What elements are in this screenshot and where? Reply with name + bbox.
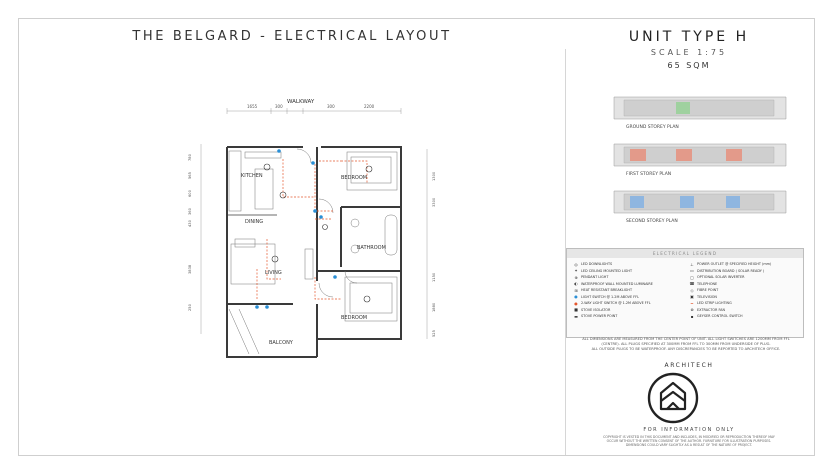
fibre-icon: ◇	[690, 287, 694, 293]
dim-left-1: 780	[188, 154, 192, 161]
pendant-icon: ⊕	[574, 274, 578, 280]
plan-thin-lines	[229, 149, 397, 354]
note-line-3: ALL OUTSIDE PLUGS TO BE WATERPROOF. ANY DISCREPANCIES TO BE REPORTED TO ARCHITECH OFFICE.	[591, 347, 781, 351]
floor-plan	[169, 99, 449, 359]
led-strip-icon: ━	[690, 300, 694, 306]
dim-left-3: 600	[188, 190, 192, 197]
room-bathroom: BATHROOM	[357, 245, 386, 251]
legend-label: WATERPROOF WALL MOUNTED LUMINAIRE	[581, 281, 653, 286]
dim-right-2: 3300	[432, 197, 436, 207]
legend-label: STOVE POWER POINT	[581, 314, 618, 319]
legend-label: LIGHT SWITCH @ 1.2M ABOVE FFL	[581, 294, 639, 299]
legend-label: HEAT RESISTANT BREAKLIGHT	[581, 288, 633, 293]
information-only-label: FOR INFORMATION ONLY	[643, 427, 735, 433]
stove-power-icon: ▬	[574, 313, 578, 319]
legend-left-column	[571, 261, 686, 320]
dim-left-5: 430	[188, 220, 192, 227]
key-plan-ground-label: GROUND STOREY PLAN	[626, 125, 679, 130]
light-switches	[255, 149, 337, 309]
legend-label: TELEVISION	[697, 294, 717, 299]
copyright-notice	[584, 435, 794, 448]
dim-right-5: 525	[432, 330, 436, 337]
dim-right-4: 1880	[432, 302, 436, 312]
legend-label: GEYSER CONTROL SWITCH	[697, 314, 743, 319]
copyright-line-2: OCCUR WITHOUT THE WRITTEN CONSENT OF THE AUTHOR. FURNITURE FOR ILLUSTRATION PURPOSES.	[606, 439, 772, 444]
distribution-board-icon: ▭	[690, 268, 694, 274]
dim-left-4: 360	[188, 208, 192, 215]
copyright-line-3: DIMENSIONS COULD VARY SLIGHTLY AS A RESULT OF THE NATURE OF PROJECT.	[625, 443, 753, 448]
room-kitchen: KITCHEN	[241, 173, 263, 179]
note-line-2: (CENTRE). ALL PLUGS SPECIFIED AT 300MM FROM FFL TO 300MM FROM UNDERSIDE OF PLUG.	[601, 342, 771, 346]
room-dining: DINING	[245, 219, 264, 225]
dimension-notes	[568, 337, 804, 352]
legend-label: STOVE ISOLATOR	[581, 307, 611, 312]
heat-lamp-icon: ⊞	[574, 287, 578, 293]
dim-right-1: 1300	[432, 171, 436, 181]
walkway-label: WALKWAY	[287, 99, 315, 105]
drawing-sheet	[18, 18, 815, 456]
unit-area: 65 SQM	[667, 61, 711, 70]
television-icon: ▣	[690, 294, 694, 300]
key-plan-second-label: SECOND STOREY PLAN	[626, 219, 678, 224]
legend-label: FIBRE POINT	[697, 288, 719, 293]
legend-label: 2-WAY LIGHT SWITCH @ 1.2M ABOVE FFL	[581, 301, 651, 306]
legend-label: POWER OUTLET @ SPECIFIED HEIGHT (mm)	[697, 262, 772, 267]
key-plan-second	[614, 191, 786, 224]
legend-label: OPTIONAL SOLAR INVERTER	[697, 275, 745, 280]
dim-top-2: 300	[275, 104, 283, 109]
solar-inverter-icon: ▢	[690, 274, 694, 280]
legend-item	[687, 313, 802, 320]
unit-type-label: UNIT TYPE H	[628, 29, 750, 45]
wall-light-icon: ◐	[574, 281, 578, 287]
drawing-title: THE BELGARD - ELECTRICAL LAYOUT	[132, 29, 452, 44]
legend-label: PENDANT LIGHT	[581, 275, 609, 280]
dim-top-4: 2200	[364, 104, 375, 109]
room-bedroom-1: BEDROOM	[341, 175, 368, 181]
architect-logo-icon	[647, 371, 699, 425]
architect-name: ARCHITECH	[664, 362, 714, 369]
key-plans	[604, 94, 794, 234]
downlight-icon: ◎	[574, 261, 578, 267]
two-way-switch-icon: ●	[574, 300, 578, 306]
dim-right-3: 1150	[432, 272, 436, 282]
room-living: LIVING	[265, 270, 282, 276]
telephone-icon: ☎	[689, 281, 695, 287]
room-bedroom-2: BEDROOM	[341, 315, 368, 321]
legend-label: LED CEILING MOUNTED LIGHT	[581, 268, 633, 273]
dim-top-1: 1655	[247, 104, 258, 109]
switch-icon: ●	[574, 294, 578, 300]
power-outlet-icon: ⊥	[690, 261, 694, 267]
ceiling-light-icon: ✦	[574, 268, 578, 274]
stove-isolator-icon: ■	[574, 307, 578, 313]
legend-label: DISTRIBUTION BOARD ( SOLAR READY )	[697, 268, 765, 273]
geyser-icon: ▪	[690, 313, 694, 319]
note-line-1: ALL DIMENSIONS ARE MEASURED FROM THE CENTER POINT OF UNIT. ALL LIGHT SWITCHES ARE 1200MM FROM FFL	[582, 337, 790, 341]
electrical-legend	[566, 248, 804, 338]
dim-left-7: 250	[188, 304, 192, 311]
legend-label: TELEPHONE	[697, 281, 718, 286]
room-balcony: BALCONY	[269, 340, 293, 346]
copyright-line-1: COPYRIGHT IS VESTED IN THIS DOCUMENT AND INCLUDES, IN MODIFIED OR REPRODUCTION THEREOF MAY	[603, 435, 775, 439]
legend-item	[571, 313, 686, 320]
legend-label: EXTRACTOR FAN	[697, 307, 725, 312]
legend-label: LED STRIP LIGHTING	[697, 301, 732, 306]
dim-left-6: 3838	[188, 264, 192, 274]
dim-top-3: 300	[327, 104, 335, 109]
dim-left-2: 565	[188, 172, 192, 179]
extractor-fan-icon: ⊗	[690, 307, 694, 313]
legend-right-column	[687, 261, 802, 320]
key-plan-first	[614, 144, 786, 177]
legend-heading: ELECTRICAL LEGEND	[567, 249, 803, 258]
unit-scale: SCALE 1:75	[650, 48, 728, 57]
legend-label: LED DOWNLIGHTS	[581, 262, 613, 267]
key-plan-first-label: FIRST STOREY PLAN	[626, 172, 672, 177]
key-plan-ground	[614, 97, 786, 130]
